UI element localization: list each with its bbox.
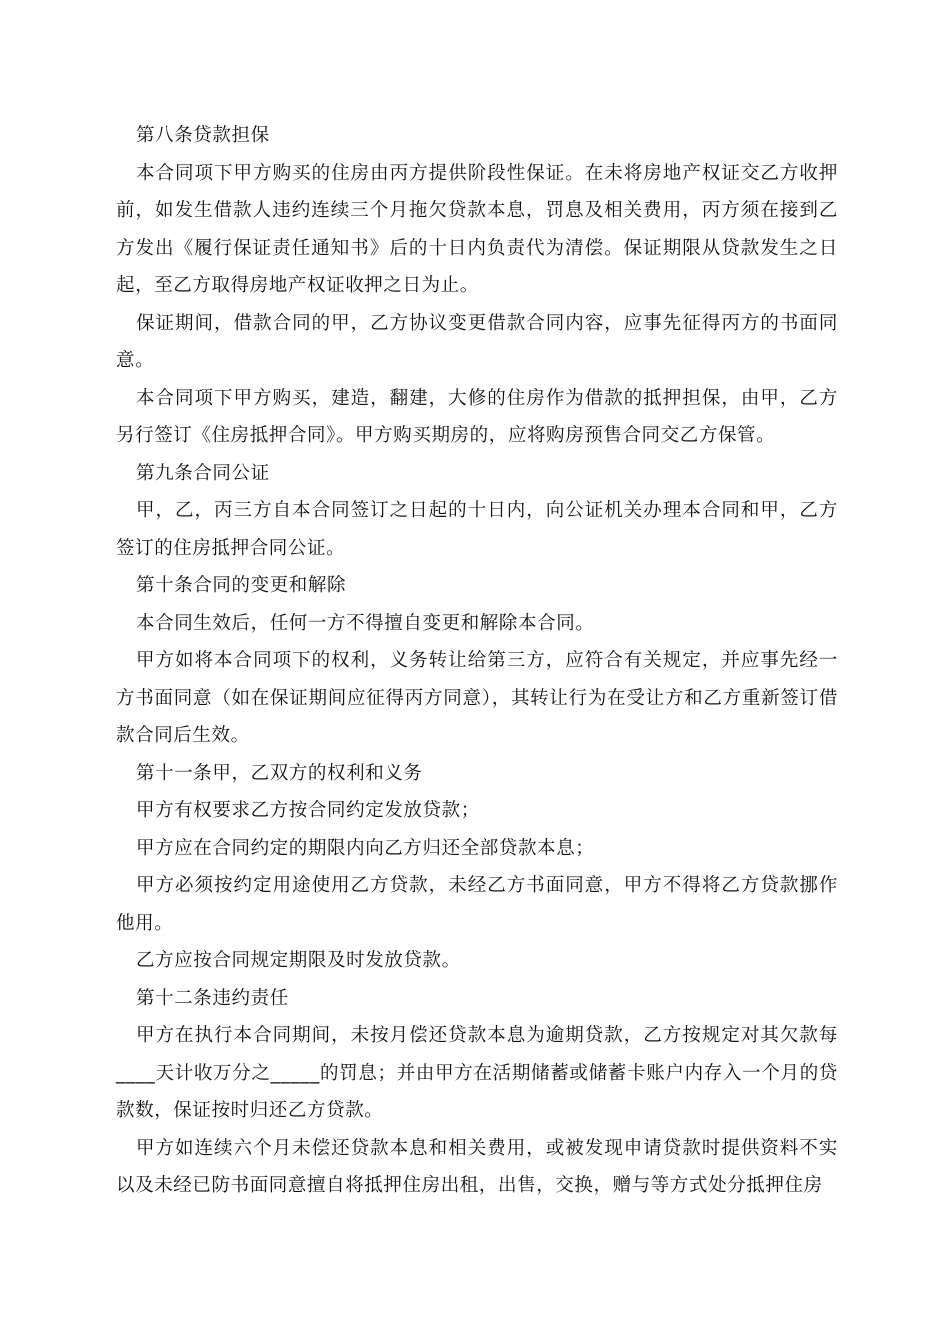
paragraph: 乙方应按合同规定期限及时发放贷款。	[136, 950, 461, 971]
document-body	[116, 117, 838, 1205]
paragraph: 保证期间，借款合同的甲，乙方协议变更借款合同内容，应事先征得丙方的书面同意。	[116, 312, 838, 371]
paragraph: 甲方应在合同约定的期限内向乙方归还全部贷款本息；	[136, 837, 595, 859]
paragraph: 甲方必须按约定用途使用乙方贷款，未经乙方书面同意，甲方不得将乙方贷款挪作他用。	[116, 875, 838, 934]
section-heading-9: 第九条合同公证	[136, 462, 270, 484]
paragraph: 甲方有权要求乙方按合同约定发放贷款；	[136, 800, 480, 821]
section-heading-11: 第十一条甲，乙双方的权利和义务	[136, 762, 423, 784]
section-heading-10: 第十条合同的变更和解除	[136, 575, 347, 596]
section-heading-12: 第十二条违约责任	[136, 987, 289, 1009]
section-heading-8: 第八条贷款担保	[136, 125, 270, 146]
paragraph: 甲，乙，丙三方自本合同签订之日起的十日内，向公证机关办理本合同和甲，乙方签订的住房抵押合同公证。	[116, 500, 838, 559]
paragraph: 甲方在执行本合同期间，未按月偿还贷款本息为逾期贷款，乙方按规定对其欠款每____天计收万分之_____的罚息；并由甲方在活期储蓄或储蓄卡账户内存入一个月的贷款数，保证按时归还乙方贷款。	[116, 1025, 838, 1121]
paragraph: 甲方如将本合同项下的权利，义务转让给第三方，应符合有关规定，并应事先经一方书面同意（如在保证期间应征得丙方同意），其转让行为在受让方和乙方重新签订借款合同后生效。	[116, 650, 838, 746]
paragraph: 本合同生效后，任何一方不得擅自变更和解除本合同。	[136, 612, 595, 634]
paragraph: 本合同项下甲方购买的住房由丙方提供阶段性保证。在未将房地产权证交乙方收押前，如发生借款人违约连续三个月拖欠贷款本息，罚息及相关费用，丙方须在接到乙方发出《履行保证责任通知书》后的十日内负责代为清偿。保证期限从贷款发生之日起，至乙方取得房地产权证收押之日为止。	[116, 162, 838, 296]
paragraph: 本合同项下甲方购买，建造，翻建，大修的住房作为借款的抵押担保，由甲，乙方另行签订《住房抵押合同》。甲方购买期房的，应将购房预售合同交乙方保管。	[116, 387, 838, 446]
paragraph: 甲方如连续六个月未偿还贷款本息和相关费用，或被发现申请贷款时提供资料不实以及未经已防书面同意擅自将抵押住房出租，出售，交换，赠与等方式处分抵押住房	[116, 1137, 838, 1196]
